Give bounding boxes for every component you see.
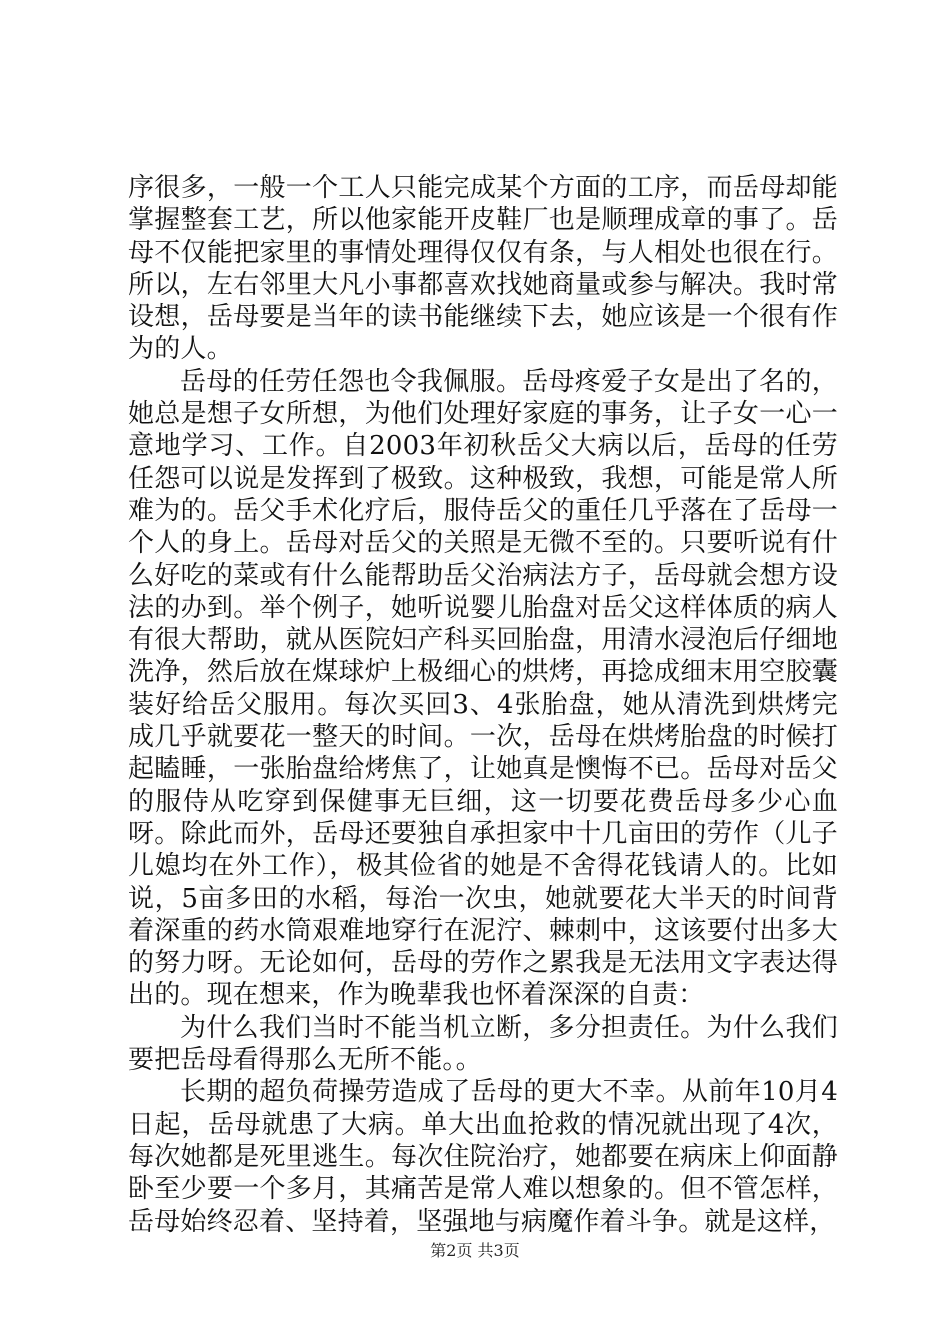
paragraph-3: 为什么我们当时不能当机立断，多分担责任。为什么我们要把岳母看得那么无所不能。。 xyxy=(128,1012,838,1076)
paragraph-1: 序很多，一般一个工人只能完成某个方面的工序，而岳母却能掌握整套工艺，所以他家能开皮鞋厂也是顺理成章的事了。岳母不仅能把家里的事情处理得仅仅有条，与人相处也很在行。所以，左右邻里大凡小事都喜欢找她商量或参与解决。我时常设想，岳母要是当年的读书能继续下去，她应该是一个很有作为的人。 xyxy=(128,173,838,365)
document-body xyxy=(128,172,838,1238)
paragraph-4: 长期的超负荷操劳造成了岳母的更大不幸。从前年10月4日起，岳母就患了大病。单大出血抢救的情况就出现了4次，每次她都是死里逃生。每次住院治疗，她都要在病床上仰面静卧至少要一个多月，其痛苦是常人难以想象的。但不管怎样，岳母始终忍着、坚持着，坚强地与病魔作着斗争。就是这样， xyxy=(128,1077,838,1237)
paragraph-2: 岳母的任劳任怨也令我佩服。岳母疼爱子女是出了名的，她总是想子女所想，为他们处理好家庭的事务，让子女一心一意地学习、工作。自2003年初秋岳父大病以后，岳母的任劳任怨可以说是发挥到了极致。这种极致，我想，可能是常人所难为的。岳父手术化疗后，服侍岳父的重任几乎落在了岳母一个人的身上。岳母对岳父的关照是无微不至的。只要听说有什么好吃的菜或有什么能帮助岳父治病法方子，岳母就会想方设法的办到。举个例子，她听说婴儿胎盘对岳父这样体质的病人有很大帮助，就从医院妇产科买回胎盘，用清水浸泡后仔细地洗净，然后放在煤球炉上极细心的烘烤，再捻成细末用空胶囊装好给岳父服用。每次买回3、4张胎盘，她从清洗到烘烤完成几乎就要花一整天的时间。一次，岳母在烘烤胎盘的时候打起瞌睡，一张胎盘给烤焦了，让她真是懊悔不已。岳母对岳父的服侍从吃穿到保健事无巨细，这一切要花费岳母多少心血呀。除此而外，岳母还要独自承担家中十几亩田的劳作（儿子儿媳均在外工作），极其俭省的她是不舍得花钱请人的。比如说，5亩多田的水稻，每治一次虫，她就要花大半天的时间背着深重的药水筒艰难地穿行在泥泞、棘刺中，这该要付出多大的努力呀。无论如何，岳母的劳作之累我是无法用文字表达得出的。现在想来，作为晚辈我也怀着深深的自责： xyxy=(128,366,838,1011)
page-footer xyxy=(0,1241,950,1261)
page-number-label: 第2页 共3页 xyxy=(430,1241,520,1260)
